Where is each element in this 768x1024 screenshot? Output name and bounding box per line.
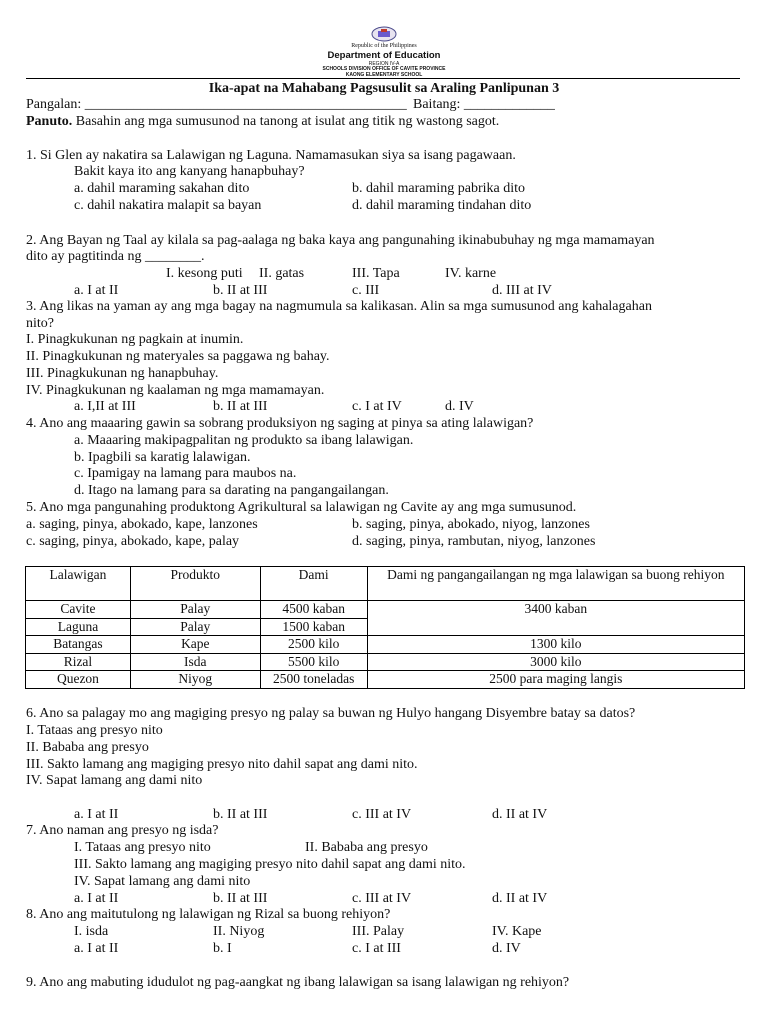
region-text: REGION IV-A bbox=[368, 61, 400, 67]
q6-choice-b: b. II at III bbox=[213, 807, 268, 822]
panuto-text: Basahin ang mga sumusunod na tanong at isulat ang titik ng wastong sagot. bbox=[72, 114, 500, 129]
q4-choice-a: a. Maaaring makipagpalitan ng produkto sa ibang lalawigan. bbox=[74, 433, 414, 448]
q7-choice-c: c. III at IV bbox=[352, 891, 412, 906]
q6-choice-c: c. III at IV bbox=[352, 807, 412, 822]
q8-choice-c: c. I at III bbox=[352, 941, 401, 956]
q1-choice-b: b. dahil maraming pabrika dito bbox=[352, 181, 526, 196]
table-row bbox=[26, 671, 745, 689]
table-header-row bbox=[26, 567, 745, 601]
q7-item-2: II. Bababa ang presyo bbox=[305, 840, 428, 855]
q3-item-4: IV. Pinagkukunan ng kaalaman ng mga mamamayan. bbox=[26, 383, 325, 398]
q2-option-3: III. Tapa bbox=[352, 266, 400, 281]
q6-stem: 6. Ano sa palagay mo ang magiging presyo ng palay sa buwan ng Hulyo hangang Disyembre batay sa datos? bbox=[26, 706, 636, 721]
q8-choice-a: a. I at II bbox=[74, 941, 119, 956]
q2-option-2: II. gatas bbox=[259, 266, 305, 281]
q4-stem: 4. Ano ang maaaring gawin sa sobrang produksiyon ng saging at pinya sa ating lalawigan? bbox=[26, 416, 534, 431]
q7-choice-a: a. I at II bbox=[74, 891, 119, 906]
q8-option-1: I. isda bbox=[74, 924, 109, 939]
q1-stem-2: Bakit kaya ito ang kanyang hanapbuhay? bbox=[74, 164, 305, 179]
cell-dami: 4500 kaban bbox=[260, 601, 367, 619]
cell-dami: 5500 kilo bbox=[260, 653, 367, 671]
col-header-dami: Dami bbox=[260, 567, 367, 601]
republic-text: Republic of the Philippines bbox=[351, 43, 417, 49]
q6-choice-a: a. I at II bbox=[74, 807, 119, 822]
table-row bbox=[26, 636, 745, 654]
q8-stem: 8. Ano ang maitutulong ng lalawigan ng Rizal sa buong rehiyon? bbox=[26, 907, 391, 922]
q3-choice-c: c. I at IV bbox=[352, 399, 402, 414]
q8-choice-d: d. IV bbox=[492, 941, 521, 956]
cell-lalawigan: Laguna bbox=[26, 618, 131, 636]
q2-choice-c: c. III bbox=[352, 283, 380, 298]
q4-choice-c: c. Ipamigay na lamang para maubos na. bbox=[74, 466, 297, 481]
q2-choice-d: d. III at IV bbox=[492, 283, 552, 298]
instructions bbox=[26, 114, 499, 130]
q5-choice-b: b. saging, pinya, abokado, niyog, lanzones bbox=[352, 517, 590, 532]
cell-produkto: Niyog bbox=[130, 671, 260, 689]
cell-produkto: Kape bbox=[130, 636, 260, 654]
division-text: SCHOOLS DIVISION OFFICE OF CAVITE PROVINCE bbox=[322, 66, 446, 72]
cell-dami: 2500 toneladas bbox=[260, 671, 367, 689]
q2-choice-a: a. I at II bbox=[74, 283, 119, 298]
school-text: KAONG ELEMENTARY SCHOOL bbox=[345, 72, 423, 78]
cell-produkto: Isda bbox=[130, 653, 260, 671]
q1-stem: 1. Si Glen ay nakatira sa Lalawigan ng Laguna. Namamasukan siya sa isang pagawaan. bbox=[26, 148, 516, 163]
cell-pangangailangan-merged: 3400 kaban bbox=[367, 601, 744, 636]
col-header-produkto: Produkto bbox=[130, 567, 260, 601]
col-header-pangangailangan: Dami ng pangangailangan ng mga lalawigan sa buong rehiyon bbox=[367, 567, 744, 601]
q2-stem: 2. Ang Bayan ng Taal ay kilala sa pag-aalaga ng baka kaya ang pangunahing ikinabubuhay ng mga mamamayan bbox=[26, 233, 655, 248]
page-title: Ika-apat na Mahabang Pagsusulit sa Araling Panlipunan 3 bbox=[208, 81, 560, 96]
cell-pangangailangan: 3000 kilo bbox=[367, 653, 744, 671]
deped-seal-icon bbox=[370, 26, 398, 42]
q3-item-1: I. Pinagkukunan ng pagkain at inumin. bbox=[26, 332, 244, 347]
q6-item-2: II. Bababa ang presyo bbox=[26, 740, 149, 755]
q2-choice-b: b. II at III bbox=[213, 283, 268, 298]
q7-stem: 7. Ano naman ang presyo ng isda? bbox=[26, 823, 219, 838]
cell-dami: 1500 kaban bbox=[260, 618, 367, 636]
q3-item-2: II. Pinagkukunan ng materyales sa paggawa ng bahay. bbox=[26, 349, 330, 364]
q1-choice-d: d. dahil maraming tindahan dito bbox=[352, 198, 532, 213]
table-row bbox=[26, 653, 745, 671]
q8-option-3: III. Palay bbox=[352, 924, 405, 939]
table-row bbox=[26, 601, 745, 619]
cell-produkto: Palay bbox=[130, 601, 260, 619]
q3-stem: 3. Ang likas na yaman ay ang mga bagay na nagmumula sa kalikasan. Alin sa mga sumusunod ang kahalagahan bbox=[26, 299, 652, 314]
q8-option-2: II. Niyog bbox=[213, 924, 265, 939]
cell-produkto: Palay bbox=[130, 618, 260, 636]
q9-stem: 9. Ano ang mabuting idudulot ng pag-aangkat ng ibang lalawigan sa isang lalawigan ng rehiyon? bbox=[26, 975, 570, 990]
q1-choice-a: a. dahil maraming sakahan dito bbox=[74, 181, 250, 196]
q8-choice-b: b. I bbox=[213, 941, 232, 956]
q5-choice-d: d. saging, pinya, rambutan, niyog, lanzones bbox=[352, 534, 596, 549]
q7-item-4: IV. Sapat lamang ang dami nito bbox=[74, 874, 251, 889]
q8-option-4: IV. Kape bbox=[492, 924, 542, 939]
panuto-label: Panuto. bbox=[26, 114, 73, 129]
q6-item-4: IV. Sapat lamang ang dami nito bbox=[26, 773, 203, 788]
q5-choice-a: a. saging, pinya, abokado, kape, lanzones bbox=[26, 517, 258, 532]
q4-choice-b: b. Ipagbili sa karatig lalawigan. bbox=[74, 450, 251, 465]
q3-choice-d: d. IV bbox=[445, 399, 474, 414]
q2-stem-2: dito ay pagtitinda ng ________. bbox=[26, 249, 205, 264]
baitang-field[interactable]: Baitang: _____________ bbox=[413, 97, 555, 112]
q5-choice-c: c. saging, pinya, abokado, kape, palay bbox=[26, 534, 240, 549]
q4-choice-d: d. Itago na lamang para sa darating na pangangailangan. bbox=[74, 483, 389, 498]
q7-item-3: III. Sakto lamang ang magiging presyo nito dahil sapat ang dami nito. bbox=[74, 857, 466, 872]
q7-choice-b: b. II at III bbox=[213, 891, 268, 906]
q6-item-1: I. Tataas ang presyo nito bbox=[26, 723, 163, 738]
q6-item-3: III. Sakto lamang ang magiging presyo nito dahil sapat ang dami nito. bbox=[26, 757, 418, 772]
q3-stem-2: nito? bbox=[26, 316, 54, 331]
pangalan-field[interactable]: Pangalan: ______________________________________________ bbox=[26, 97, 407, 112]
cell-dami: 2500 kilo bbox=[260, 636, 367, 654]
q6-choice-d: d. II at IV bbox=[492, 807, 548, 822]
q7-choice-d: d. II at IV bbox=[492, 891, 548, 906]
q3-item-3: III. Pinagkukunan ng hanapbuhay. bbox=[26, 366, 219, 381]
cell-lalawigan: Rizal bbox=[26, 653, 131, 671]
header-divider bbox=[26, 78, 740, 79]
q1-choice-c: c. dahil nakatira malapit sa bayan bbox=[74, 198, 262, 213]
q3-choice-a: a. I,II at III bbox=[74, 399, 136, 414]
q3-choice-b: b. II at III bbox=[213, 399, 268, 414]
cell-lalawigan: Batangas bbox=[26, 636, 131, 654]
department-text: Department of Education bbox=[327, 50, 441, 61]
q5-stem: 5. Ano mga pangunahing produktong Agrikultural sa lalawigan ng Cavite ay ang mga sumusunod. bbox=[26, 500, 577, 515]
q7-item-1: I. Tataas ang presyo nito bbox=[74, 840, 211, 855]
cell-lalawigan: Quezon bbox=[26, 671, 131, 689]
q2-option-4: IV. karne bbox=[445, 266, 497, 281]
cell-pangangailangan: 1300 kilo bbox=[367, 636, 744, 654]
data-table bbox=[25, 566, 745, 689]
cell-lalawigan: Cavite bbox=[26, 601, 131, 619]
col-header-lalawigan: Lalawigan bbox=[26, 567, 131, 601]
q2-option-1: I. kesong puti bbox=[166, 266, 243, 281]
cell-pangangailangan: 2500 para maging langis bbox=[367, 671, 744, 689]
